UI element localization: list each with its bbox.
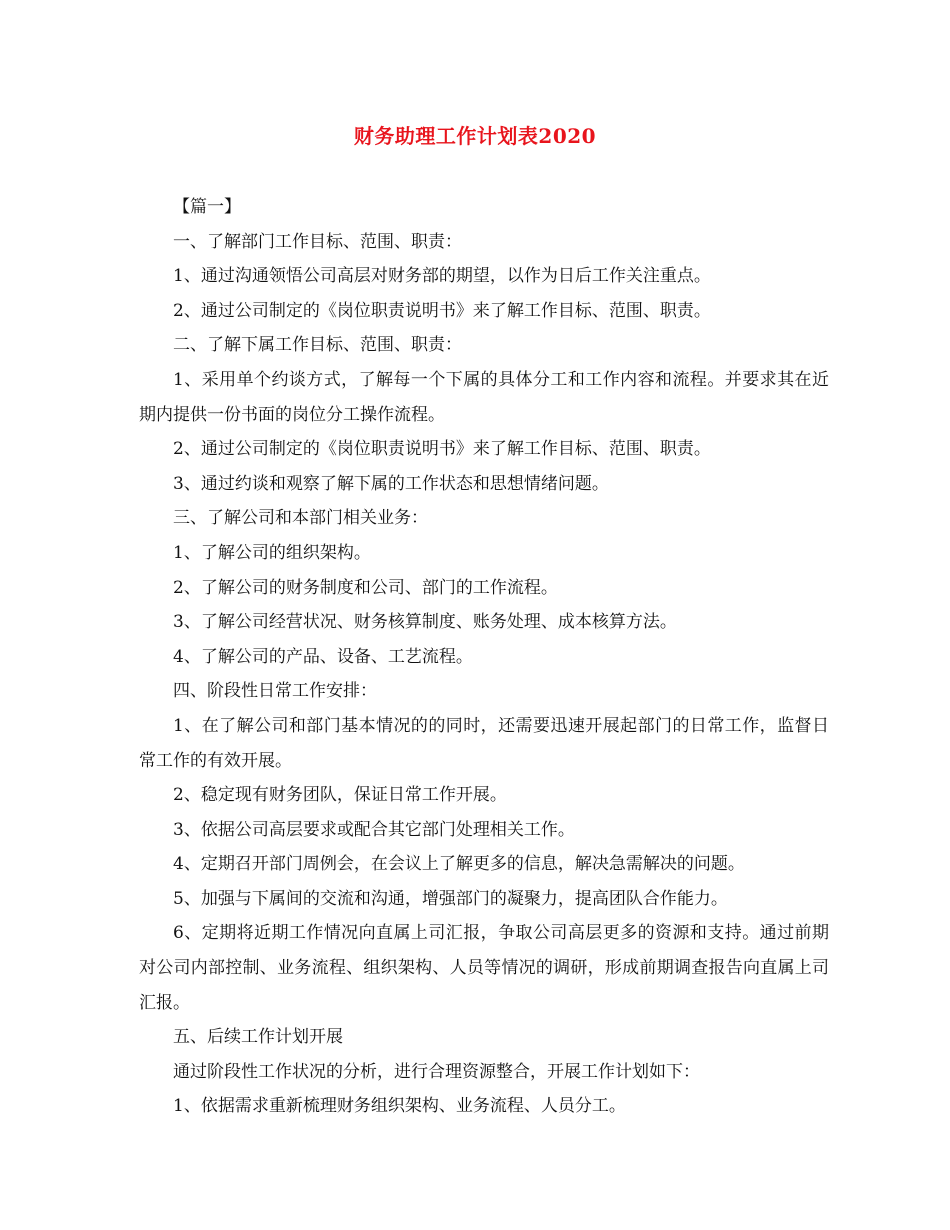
paragraph: 2、通过公司制定的《岗位职责说明书》来了解工作目标、范围、职责。 [173,300,711,321]
paragraph: 1、了解公司的组织架构。 [173,542,371,563]
paragraph: 1、在了解公司和部门基本情况的的同时，还需要迅速开展起部门的日常工作，监督日常工作的有效开展。 [139,715,829,771]
paragraph: 4、了解公司的产品、设备、工艺流程。 [173,646,473,667]
paragraph: 二、了解下属工作目标、范围、职责： [173,335,462,356]
paragraph: 通过阶段性工作状况的分析，进行合理资源整合，开展工作计划如下： [173,1061,700,1082]
paragraph: 四、阶段性日常工作安排： [173,681,377,702]
paragraph: 5、加强与下属间的交流和沟通，增强部门的凝聚力，提高团队合作能力。 [173,888,728,909]
document-title: 财务助理工作计划表2020 [353,124,597,148]
paragraph: 2、稳定现有财务团队，保证日常工作开展。 [173,785,507,806]
paragraph: 3、了解公司经营状况、财务核算制度、账务处理、成本核算方法。 [173,612,677,633]
paragraph: 【篇一】 [173,197,241,217]
paragraph: 五、后续工作计划开展 [173,1027,343,1048]
paragraph: 三、了解公司和本部门相关业务： [173,508,428,529]
paragraph: 1、依据需求重新梳理财务组织架构、业务流程、人员分工。 [173,1096,626,1117]
paragraph: 1、通过沟通领悟公司高层对财务部的期望，以作为日后工作关注重点。 [173,266,711,287]
paragraph: 4、定期召开部门周例会，在会议上了解更多的信息，解决急需解决的问题。 [173,854,745,875]
document-body [139,190,829,1124]
paragraph: 1、采用单个约谈方式，了解每一个下属的具体分工和工作内容和流程。并要求其在近期内提供一份书面的岗位分工操作流程。 [139,369,829,425]
paragraph: 3、依据公司高层要求或配合其它部门处理相关工作。 [173,819,575,840]
paragraph: 6、定期将近期工作情况向直属上司汇报，争取公司高层更多的资源和支持。通过前期对公司内部控制、业务流程、组织架构、人员等情况的调研，形成前期调查报告向直属上司汇报。 [139,923,829,1013]
paragraph: 一、了解部门工作目标、范围、职责： [173,231,462,252]
paragraph: 2、了解公司的财务制度和公司、部门的工作流程。 [173,577,558,598]
paragraph: 3、通过约谈和观察了解下属的工作状态和思想情绪问题。 [173,473,609,494]
paragraph: 2、通过公司制定的《岗位职责说明书》来了解工作目标、范围、职责。 [173,439,711,460]
